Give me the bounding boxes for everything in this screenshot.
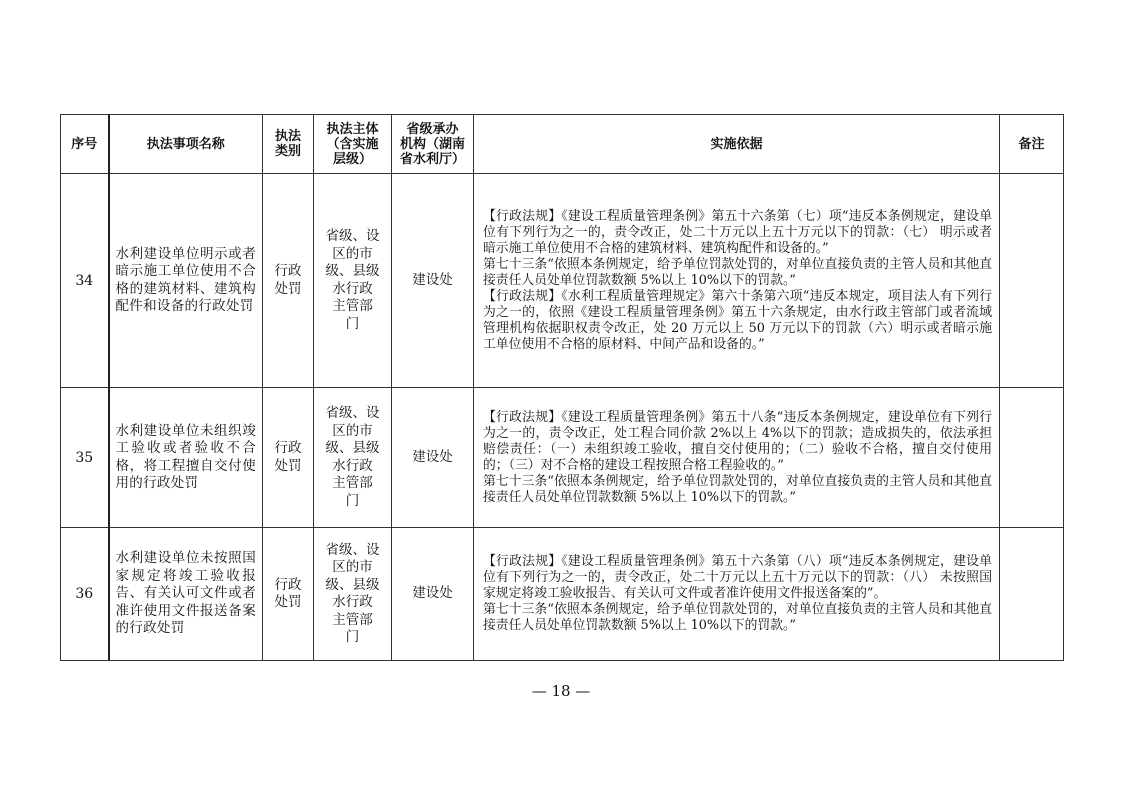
row-subject-line: 水行政 [332,280,373,297]
row-subject-line: 级、县级 [325,440,380,456]
row-category-line: 行政 [274,440,302,456]
header-category [263,115,314,174]
row-subject-line: 区的市 [332,245,373,262]
row-name: 水利建设单位未组织竣工验收或者验收不合格，将工程擅自交付使用的行政处罚 [109,388,263,528]
row-remark [1000,388,1064,528]
row-subject [314,174,392,388]
row-seq: 36 [61,528,109,661]
row-name: 水利建设单位未按照国家规定将竣工验收报告、有关认可文件或者准许使用文件报送备案的行政处罚 [109,528,263,661]
header-row [61,115,1064,174]
row-category [263,528,314,661]
table-row [61,528,1064,661]
row-subject-line: 主管部 [332,611,373,628]
header-org-line: 省级承办 [406,121,459,137]
row-remark [1000,174,1064,388]
row-seq: 34 [61,174,109,388]
header-basis: 实施依据 [474,115,1000,174]
basis-paragraph: 第七十三条“依照本条例规定，给予单位罚款处罚的，对单位直接负责的主管人员和其他直接责任人员处单位罚款数额 5%以上 10%以下的罚款。” [483,256,992,288]
header-subject-line: （含实施 [326,136,379,152]
basis-paragraph: 第七十三条“依照本条例规定，给予单位罚款处罚的，对单位直接负责的主管人员和其他直接责任人员处单位罚款数额 5%以上 10%以下的罚款。” [483,473,992,505]
header-remark: 备注 [1000,115,1064,174]
basis-paragraph: 【行政法规】《建设工程质量管理条例》第五十六条第（八）项“违反本条例规定，建设单位有下列行为之一的，责令改正，处二十万元以上五十万元以下的罚款：（八） 未按照国家规定将竣工验收报告、有关认可文件或者准许使用文件报送备案的”。 [483,554,992,601]
row-subject-line: 门 [345,492,360,509]
basis-paragraph: 第七十三条“依照本条例规定，给予单位罚款处罚的，对单位直接负责的主管人员和其他直接责任人员处单位罚款数额 5%以上 10%以下的罚款。” [483,602,992,633]
header-subject [314,115,392,174]
row-category-line: 处罚 [274,594,302,610]
header-org [392,115,474,174]
row-subject [314,528,392,661]
row-category-line: 处罚 [274,457,302,474]
page-number: — 18 — [531,682,591,700]
row-basis [474,174,1000,388]
header-category-line: 执法 [274,129,301,144]
header-org-line: 省水利厅） [399,151,465,167]
row-subject-line: 省级、设 [325,541,380,558]
row-category-line: 行政 [274,576,302,593]
header-subject-line: 层级） [332,151,372,167]
enforcement-table [60,114,1064,661]
header-subject-line: 执法主体 [326,121,379,137]
header-org-line: 机构（湖南 [399,136,465,152]
row-org: 建设处 [392,528,474,661]
row-subject-line: 区的市 [332,559,373,575]
row-basis [474,388,1000,528]
row-subject-line: 级、县级 [325,263,380,279]
row-subject-line: 主管部 [332,475,373,491]
row-category-line: 行政 [274,263,302,279]
row-subject-line: 区的市 [332,422,373,439]
row-name: 水利建设单位明示或者暗示施工单位使用不合格的建筑材料、建筑构配件和设备的行政处罚 [109,174,263,388]
row-subject [314,388,392,528]
header-category-line: 类别 [274,144,301,159]
row-subject-line: 水行政 [332,594,373,610]
row-org: 建设处 [392,174,474,388]
row-org: 建设处 [392,388,474,528]
header-name: 执法事项名称 [109,115,263,174]
row-basis [474,528,1000,661]
basis-paragraph: 【行政法规】《建设工程质量管理条例》第五十八条“违反本条例规定，建设单位有下列行为之一的，责令改正，处工程合同价款 2%以上 4%以下的罚款；造成损失的，依法承担赔偿责任：（一）未组织竣工验收，擅自交付使用的；（二）验收不合格，擅自交付使用的；（三）对不合格的建设工程按照合格工程验收的。” [483,409,992,473]
row-remark [1000,528,1064,661]
basis-paragraph: 【行政法规】《水利工程质量管理规定》第六十条第六项“违反本规定，项目法人有下列行为之一的，依照《建设工程质量管理条例》第五十六条规定，由水行政主管部门或者流域管理机构依据职权责令改正，处 20 万元以上 50 万元以下的罚款（六）明示或者暗示施工单位使用不合格的原材料、中间产品和设备的。” [483,288,992,352]
row-category [263,174,314,388]
row-category-line: 处罚 [274,280,302,297]
row-subject-line: 级、县级 [325,576,380,593]
row-subject-line: 省级、设 [325,228,380,244]
table-row [61,174,1064,388]
row-subject-line: 门 [345,315,360,332]
row-category [263,388,314,528]
row-subject-line: 门 [345,629,360,645]
header-seq: 序号 [61,115,109,174]
row-subject-line: 水行政 [332,457,373,474]
basis-paragraph: 【行政法规】《建设工程质量管理条例》第五十六条第（七）项“违反本条例规定，建设单位有下列行为之一的，责令改正，处二十万元以上五十万元以下的罚款：（七） 明示或者暗示施工单位使用不合格的建筑材料、建筑构配件和设备的。” [483,208,992,256]
table-row [61,388,1064,528]
row-subject-line: 主管部 [332,298,373,314]
row-subject-line: 省级、设 [325,405,380,421]
row-seq: 35 [61,388,109,528]
